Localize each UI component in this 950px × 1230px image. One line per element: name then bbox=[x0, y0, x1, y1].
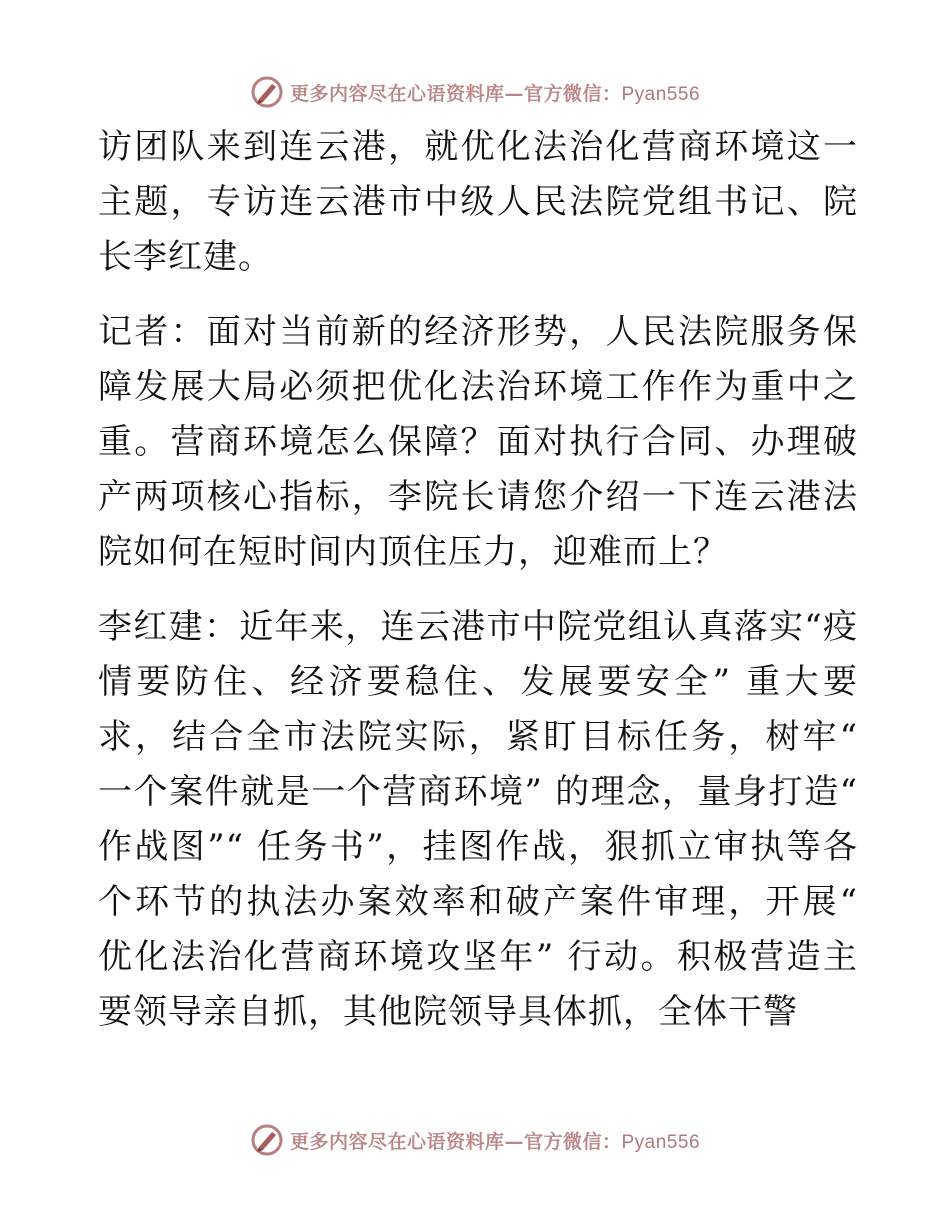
article-body bbox=[98, 120, 858, 1060]
header-watermark bbox=[0, 72, 950, 112]
paragraph-intro: 访团队来到连云港，就优化法治化营商环境这一主题，专访连云港市中级人民法院党组书记、院长李红建。 bbox=[98, 127, 858, 277]
paragraph-reporter-question: 记者：面对当前新的经济形势，人民法院服务保障发展大局必须把优化法治环境工作作为重中之重。营商环境怎么保障？面对执行合同、办理破产两项核心指标，李院长请您介绍一下连云港法院如何在短时间内顶住压力，迎难而上？ bbox=[98, 312, 858, 572]
wechat-id: Pyan556 bbox=[621, 1131, 701, 1153]
watermark-text: 更多内容尽在心语资料库—官方微信：Pyan556 bbox=[289, 1130, 701, 1153]
wechat-id: Pyan556 bbox=[621, 83, 701, 105]
pen-logo-icon bbox=[250, 75, 284, 109]
pen-logo-icon bbox=[250, 1123, 284, 1157]
footer-watermark bbox=[0, 1120, 950, 1160]
paragraph-answer: 李红建：近年来，连云港市中院党组认真落实“疫情要防住、经济要稳住、发展要安全” 重大要求，结合全市法院实际，紧盯目标任务，树牢“ 一个案件就是一个营商环境” 的理念，量身打造“ 作战图”“ 任务书”，挂图作战，狠抓立审执等各个环节的执法办案效率和破产案件审理，开展“ 优化法治化营商环境攻坚年” 行动。积极营造主要领导亲自抓，其他院领导具体抓，全体干警 bbox=[98, 607, 858, 1032]
watermark-text: 更多内容尽在心语资料库—官方微信：Pyan556 bbox=[289, 82, 701, 105]
